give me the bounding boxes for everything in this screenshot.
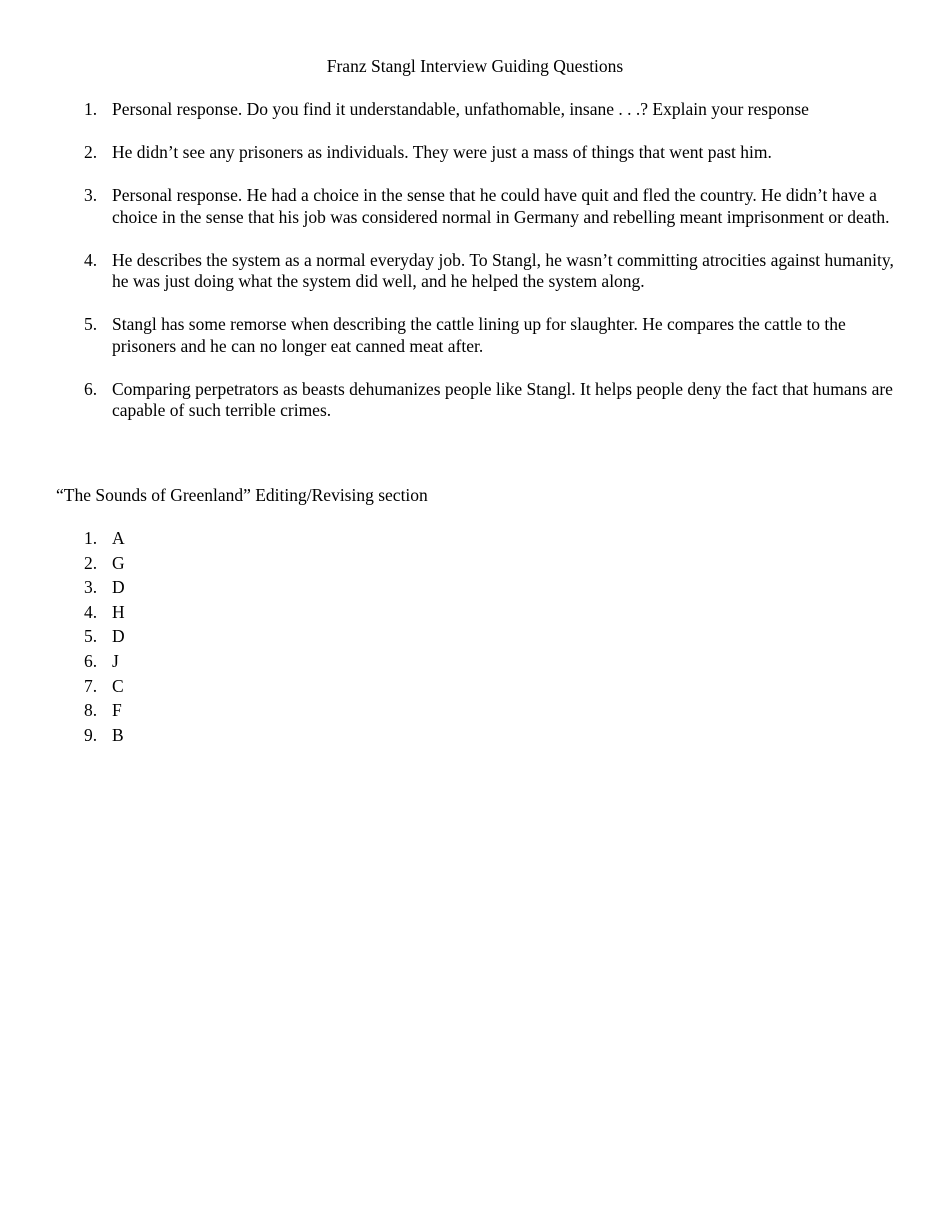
question-text: Comparing perpetrators as beasts dehumanizes people like Stangl. It helps people deny the fact that humans are capable of such terrible crimes. [112,378,893,420]
question-text: He describes the system as a normal everyday job. To Stangl, he wasn’t committing atrocities against humanity, he was just doing what the system did well, and he helped the system along. [112,249,894,291]
question-text: Stangl has some remorse when describing the cattle lining up for slaughter. He compares the cattle to the prisoners and he can no longer eat canned meat after. [112,314,846,356]
question-number: 6. [84,378,98,399]
section-title: “The Sounds of Greenland” Editing/Revising section [56,485,428,505]
answer-number: 4. [84,601,98,622]
answer-item [0,553,950,578]
answer-letter: D [112,626,125,647]
answer-letter: C [112,675,124,696]
question-item [0,185,950,228]
answer-letter: G [112,552,125,573]
question-text: He didn’t see any prisoners as individuals. They were just a mass of things that went past him. [112,142,772,162]
question-item [0,99,950,121]
question-text: Personal response. He had a choice in the sense that he could have quit and fled the country. He didn’t have a choice in the sense that his job was considered normal in Germany and rebelling meant imprisonment or death. [112,185,890,227]
answer-number: 3. [84,577,98,598]
question-list [0,99,950,443]
answer-number: 6. [84,650,98,671]
question-number: 5. [84,314,98,334]
answer-letter: H [112,601,125,622]
question-number: 1. [84,99,98,119]
question-item [0,142,950,164]
answer-item [0,651,950,676]
answer-number: 7. [84,675,98,696]
question-item [0,250,950,293]
answer-item [0,577,950,602]
answer-number: 1. [84,528,98,548]
answer-item [0,725,950,750]
answer-letter: J [112,650,119,671]
question-text: Personal response. Do you find it understandable, unfathomable, insane . . .? Explain your response [112,99,809,119]
answer-number: 2. [84,552,98,573]
answer-item [0,602,950,627]
answer-letter: F [112,700,122,721]
answer-item [0,700,950,725]
answer-number: 8. [84,700,98,721]
answer-letter: D [112,577,125,598]
answer-item [0,528,950,553]
question-item [0,379,950,422]
answer-number: 9. [84,724,98,745]
question-item [0,314,950,357]
question-number: 3. [84,185,98,205]
document-title: Franz Stangl Interview Guiding Questions [326,56,624,76]
question-number: 2. [84,142,98,162]
answer-item [0,676,950,701]
question-number: 4. [84,249,98,270]
answer-number: 5. [84,626,98,647]
answer-list [0,528,950,749]
answer-item [0,626,950,651]
answer-letter: B [112,724,124,745]
answer-letter: A [112,528,125,548]
